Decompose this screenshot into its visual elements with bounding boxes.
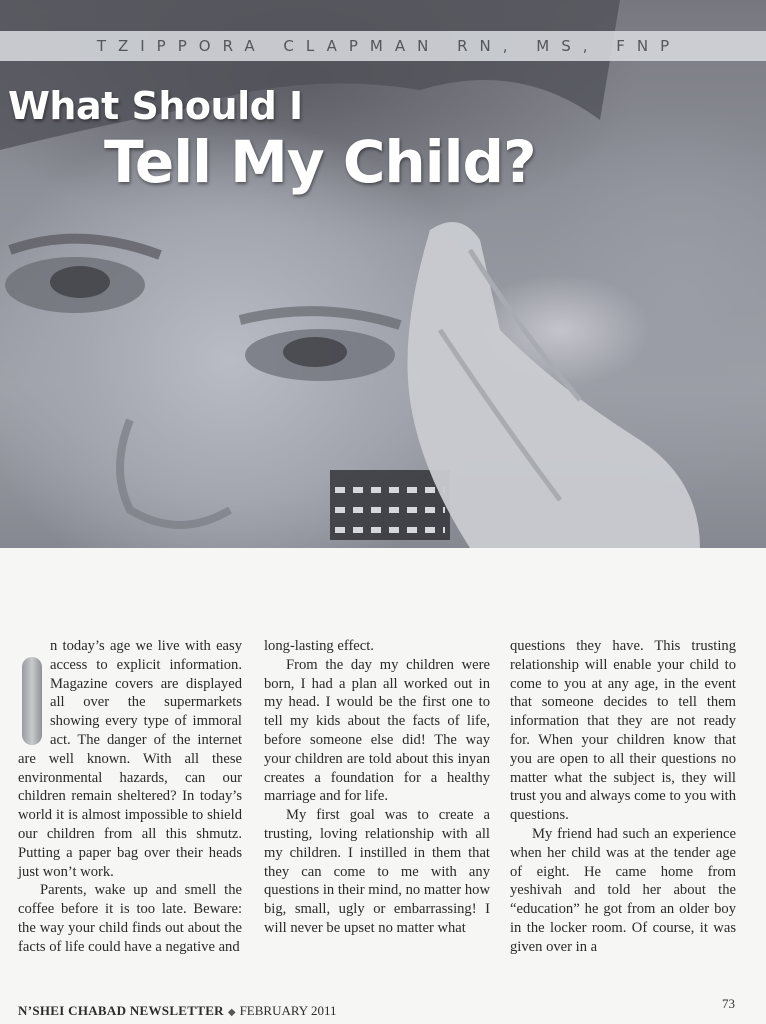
- diamond-separator-icon: ◆: [227, 1007, 236, 1018]
- issue-date: FEBRUARY 2011: [239, 1003, 337, 1018]
- paragraph: My first goal was to create a trusting, loving relationship with all my children. I instilled in them that they can come to me with any questions in their mind, no matter how big, small, ugly or embarrassing! I will never be upset no matter what: [264, 807, 490, 936]
- byline-band: [0, 31, 766, 61]
- article-column-3: [510, 637, 736, 957]
- paragraph: From the day my children were born, I had a plan all worked out in my head. I would be the first one to tell my kids about the facts of life, before someone else did! The way your children are told about this inyan creates a foundation for a healthy marriage and for life.: [264, 656, 490, 805]
- paragraph: long-lasting effect.: [264, 638, 374, 654]
- page-number: 73: [722, 996, 735, 1011]
- title-line-1: What Should I: [8, 84, 303, 128]
- paragraph: questions they have. This trusting relationship will enable your child to come to you at any age, in the event that someone decides to tell them information that they are not ready for. When your children know that you are open to all their questions no matter what the subject is, they will trust you and always come to you with questions.: [510, 638, 736, 824]
- page-footer: [18, 1003, 336, 1019]
- title-line-2: Tell My Child?: [104, 128, 536, 196]
- article-column-1: [18, 637, 242, 957]
- paragraph: My friend had such an experience when her child was at the tender age of eight. He came home from yeshivah and told her about the “education” he got from an older boy in the locker room. Of course, it was given over in a: [510, 825, 736, 955]
- drop-cap: [22, 657, 42, 745]
- paragraph: Parents, wake up and smell the coffee before it is too late. Beware: the way your child finds out about the facts of life could have a negative and: [18, 882, 242, 955]
- article-column-2: [264, 637, 490, 938]
- magazine-name: N’SHEI CHABAD NEWSLETTER: [18, 1003, 224, 1018]
- author-byline: TZIPPORA CLAPMAN RN, MS, FNP: [96, 37, 682, 55]
- paragraph: n today’s age we live with easy access to explicit information. Magazine covers are displayed all over the supermarkets showing every type of immoral act. The danger of the internet are well known. With all these environmental hazards, can our children remain sheltered? In today’s world it is almost impossible to shield our children from all this shmutz. Putting a paper bag over their heads just won’t work.: [18, 638, 242, 880]
